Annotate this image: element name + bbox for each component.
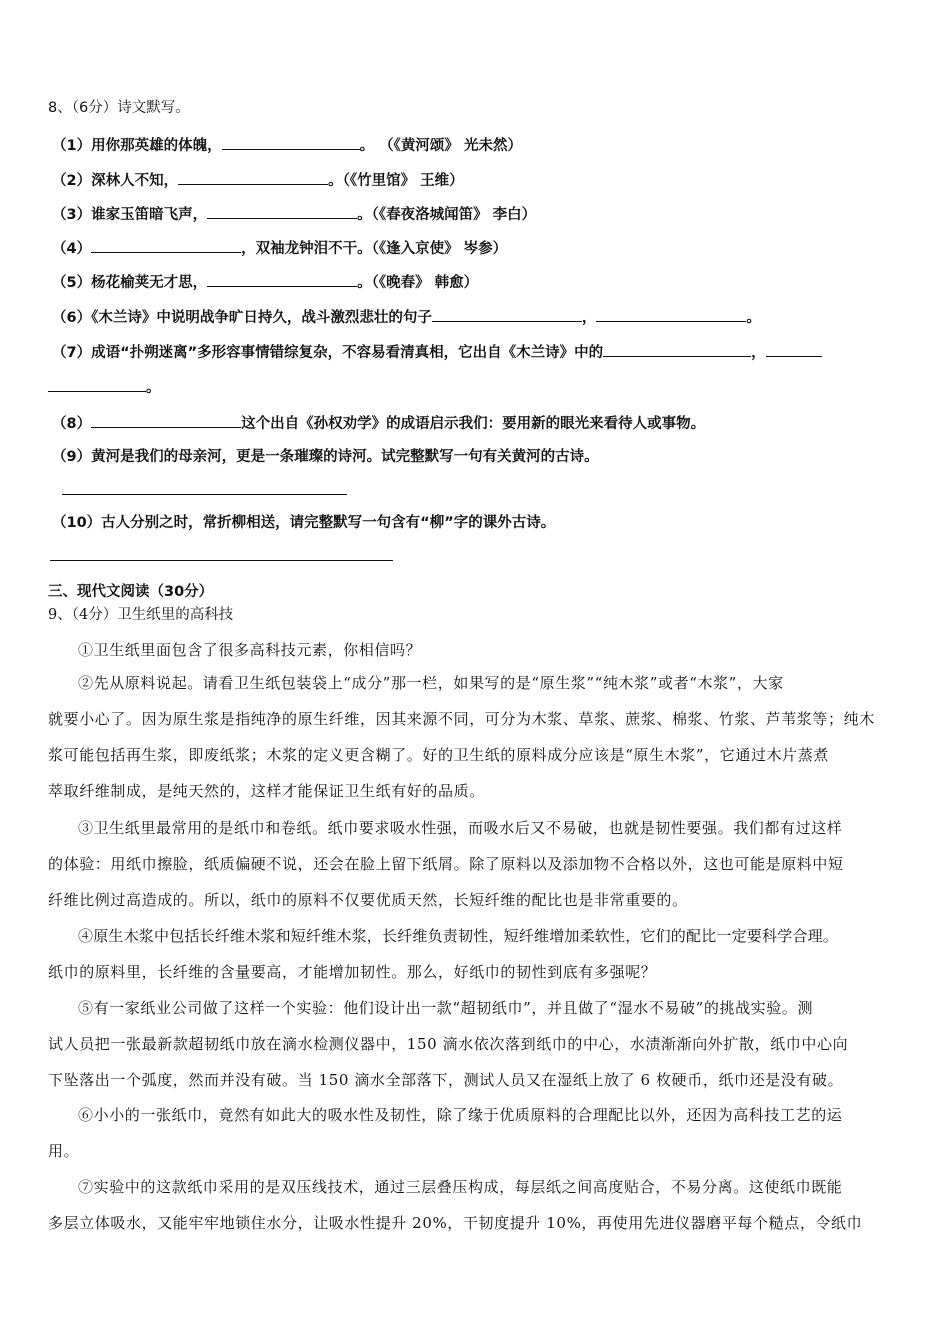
paragraph-3-line: 纤维比例过高造成的。所以，纸巾的原料不仅要优质天然，长短纤维的配比也是非常重要的。: [48, 891, 688, 909]
paragraph-7-line: ⑦实验中的这款纸巾采用的是双压线技术，通过三层叠压构成，每层纸之间高度贴合，不易分离。这使纸巾既能: [78, 1178, 843, 1196]
answer-blank[interactable]: [766, 341, 822, 357]
paragraph-6-line: 用。: [48, 1142, 80, 1160]
q8-item-6-end: 。: [746, 310, 761, 326]
q8-item-3: [52, 203, 536, 225]
paragraph-4-line: 纸巾的原料里，长纤维的含量要高，才能增加韧性。那么，好纸巾的韧性到底有多强呢？: [48, 963, 657, 981]
answer-blank[interactable]: [178, 169, 328, 185]
q8-item-1: [52, 134, 522, 156]
q8-item-7-continued: [48, 376, 161, 398]
q8-item-2: [52, 169, 464, 191]
q8-header: 8、（6分）诗文默写。: [48, 100, 190, 116]
q8-item-7: [52, 341, 822, 363]
q8-item-5-source: 。（《晚春》 韩愈）: [357, 275, 479, 291]
q8-item-2-source: 。（《竹里馆》 王维）: [328, 173, 464, 189]
q8-item-6: [52, 306, 761, 328]
q8-item-7-comma: ，: [751, 345, 766, 361]
paragraph-6-line: ⑥小小的一张纸巾，竟然有如此大的吸水性及韧性，除了缘于优质原料的合理配比以外，还因为高科技工艺的运: [78, 1106, 843, 1124]
q8-item-4: [52, 237, 507, 259]
answer-blank[interactable]: [222, 134, 360, 150]
answer-blank[interactable]: [432, 306, 582, 322]
q8-item-8: [52, 412, 705, 434]
q8-item-2-text: （2）深林人不知，: [52, 173, 179, 189]
answer-blank[interactable]: [596, 306, 746, 322]
q8-item-6-text: （6）《木兰诗》中说明战争旷日持久，战斗激烈悲壮的句子: [52, 310, 432, 326]
q8-item-5: [52, 271, 478, 293]
paragraph-5-line: 下坠落出一个弧度，然而并没有破。当 150 滴水全部落下，测试人员又在湿纸上放了 6 枚硬币，纸巾还是没有破。: [48, 1071, 844, 1089]
paragraph-2-line: ②先从原料说起。请看卫生纸包装袋上“成分”那一栏，如果写的是“原生浆”“纯木浆”或者“木浆”，大家: [78, 674, 784, 692]
answer-line[interactable]: [62, 494, 347, 495]
answer-blank[interactable]: [207, 271, 357, 287]
answer-blank[interactable]: [91, 237, 241, 253]
q8-item-7-text: （7）成语“扑朔迷离”多形容事情错综复杂，不容易看清真相，它出自《木兰诗》中的: [52, 345, 604, 361]
q8-item-1-source: 。 （《黄河颂》 光未然）: [359, 138, 522, 154]
paragraph-4-line: ④原生木浆中包括长纤维木浆和短纤维木浆，长纤维负责韧性，短纤维增加柔软性，它们的配比一定要科学合理。: [78, 927, 839, 945]
answer-blank[interactable]: [603, 341, 751, 357]
answer-line[interactable]: [50, 560, 393, 561]
q8-item-3-source: 。（《春夜洛城闻笛》 李白）: [357, 207, 537, 223]
q8-item-5-text: （5）杨花榆荚无才思，: [52, 275, 208, 291]
q8-item-10: （10）古人分别之时，常折柳相送，请完整默写一句含有“柳”字的课外古诗。: [52, 515, 556, 531]
paragraph-1: ①卫生纸里面包含了很多高科技元素，你相信吗？: [78, 641, 422, 659]
paragraph-3-line: ③卫生纸里最常用的是纸巾和卷纸。纸巾要求吸水性强，而吸水后又不易破，也就是韧性要强。我们都有过这样: [78, 819, 843, 837]
q8-item-8-text: 这个出自《孙权劝学》的成语启示我们：要用新的眼光来看待人或事物。: [241, 416, 706, 432]
paragraph-5-line: 试人员把一张最新款超韧纸巾放在滴水检测仪器中，150 滴水依次落到纸巾的中心，水渍渐渐向外扩散，纸巾中心向: [48, 1035, 849, 1053]
q8-item-4-source: ，双袖龙钟泪不干。（《逢入京使》 岑参）: [241, 241, 508, 257]
answer-blank[interactable]: [91, 412, 241, 428]
paragraph-2-line: 浆可能包括再生浆，即废纸浆；木浆的定义更含糊了。好的卫生纸的原料成分应该是“原生木浆”，它通过木片蒸煮: [48, 746, 829, 764]
answer-blank[interactable]: [48, 376, 146, 392]
q8-item-3-text: （3）谁家玉笛暗飞声，: [52, 207, 208, 223]
paragraph-2-line: 就要小心了。因为原生浆是指纯净的原生纤维，因其来源不同，可分为木浆、草浆、蔗浆、棉浆、竹浆、芦苇浆等；纯木: [48, 710, 875, 728]
answer-blank[interactable]: [207, 203, 357, 219]
q8-item-7-end: 。: [146, 380, 161, 396]
q8-item-9: （9）黄河是我们的母亲河，更是一条璀璨的诗河。试完整默写一句有关黄河的古诗。: [52, 449, 599, 465]
q8-item-4-text: （4）: [52, 241, 92, 257]
paragraph-5-line: ⑤有一家纸业公司做了这样一个实验：他们设计出一款“超韧纸巾”，并且做了“湿水不易破”的挑战实验。测: [78, 999, 814, 1017]
paragraph-2-line: 萃取纤维制成，是纯天然的，这样才能保证卫生纸有好的品质。: [48, 782, 485, 800]
q9-header: 9、（4分）卫生纸里的高科技: [48, 607, 234, 623]
paragraph-7-line: 多层立体吸水，又能牢牢地锁住水分，让吸水性提升 20%，干韧度提升 10%，再使用先进仪器磨平每个糙点，令纸巾: [48, 1214, 863, 1232]
q8-item-1-text: （1）用你那英雄的体魄，: [52, 138, 222, 154]
q8-item-6-comma: ，: [581, 310, 597, 326]
paragraph-3-line: 的体验：用纸巾擦脸，纸质偏硬不说，还会在脸上留下纸屑。除了原料以及添加物不合格以外，这也可能是原料中短: [48, 855, 844, 873]
q8-item-8-number: （8）: [52, 416, 92, 432]
section-title: 三、现代文阅读（30分）: [48, 584, 214, 600]
